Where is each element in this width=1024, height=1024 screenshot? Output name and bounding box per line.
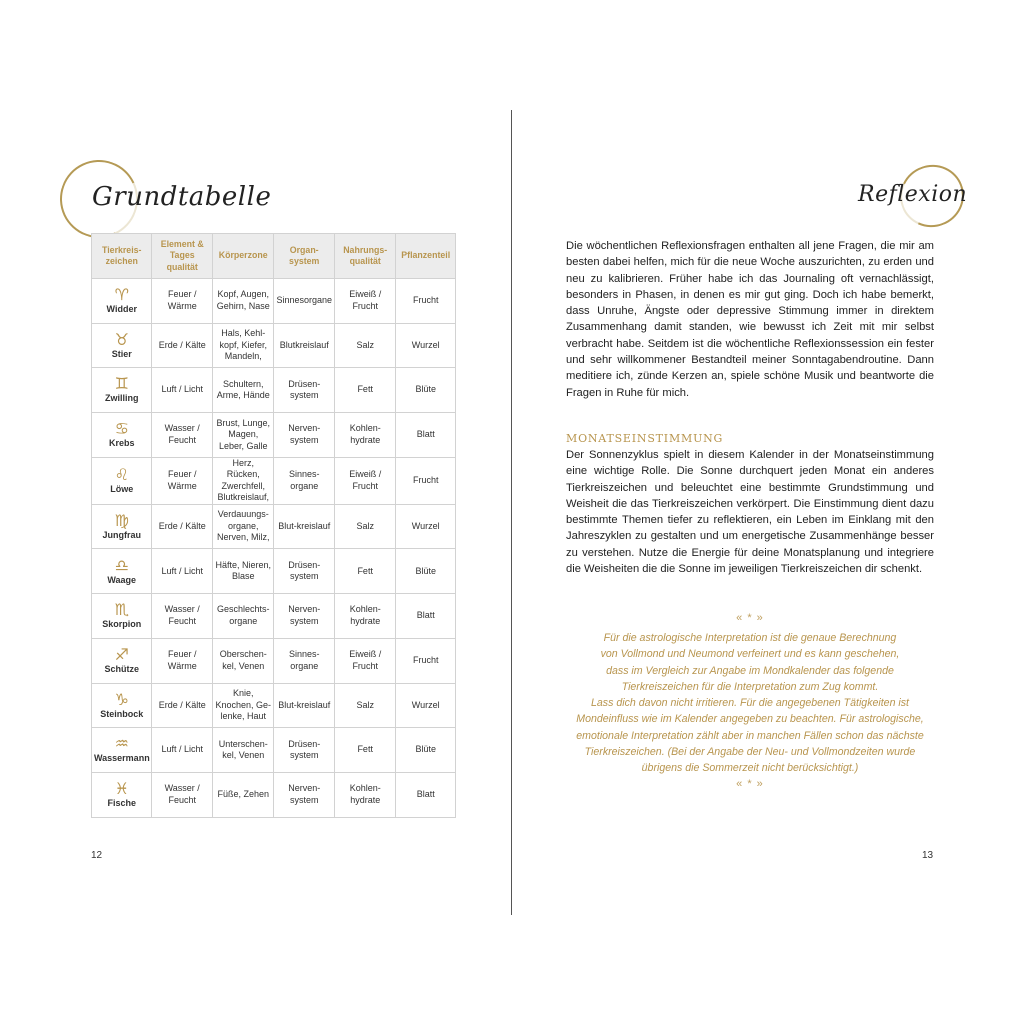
sign-cell [92, 683, 152, 728]
cell-zone: Unterschen-kel, Venen [212, 728, 274, 773]
cell-element: Luft / Licht [152, 728, 212, 773]
cell-organ: Nerven-system [274, 594, 334, 639]
zodiac-table [91, 233, 456, 818]
sign-cell [92, 504, 152, 549]
section-heading: MONATSEINSTIMMUNG [566, 432, 724, 445]
cell-organ: Blut-kreislauf [274, 504, 334, 549]
sign-cell [92, 368, 152, 413]
cell-zone: Kopf, Augen, Gehirn, Nase [212, 279, 274, 324]
zodiac-glyph-icon: ♓ [114, 778, 129, 798]
zodiac-glyph-icon: ♐ [114, 644, 129, 664]
cell-zone: Hals, Kehl-kopf, Kiefer, Mandeln, [212, 323, 274, 368]
quote-ornament-bottom: « * » [736, 778, 764, 790]
cell-plant: Frucht [396, 638, 456, 683]
cell-element: Erde / Kälte [152, 683, 212, 728]
cell-element: Wasser / Feucht [152, 594, 212, 639]
zodiac-glyph-icon: ♉ [114, 329, 129, 349]
cell-food: Salz [334, 504, 396, 549]
intro-paragraph: Die wöchentlichen Reflexionsfragen enthalten all jene Fragen, die mir am besten dabei helfen, mich für die neue Woche auszurichten, zu erden und neu zu kalibrieren. Früher habe ich das Journaling oft vernachlässigt, besonders in Phasen, in denen es mir gut ging. Doch ich habe bemerkt, dass Unruhe, Ängste oder depressive Stimmung immer in direktem Zusammenhang damit standen, wie bewusst ich Zeit mit mir selbst verbracht habe. Seitdem ist die wöchentliche Reflexionssession ein fester und sehr willkommener Bestandteil meiner Sonntagabendroutine. Dann meditiere ich, zünde Kerzen an, spiele schöne Musik und beantworte die Fragen in Ruhe für mich. [566, 240, 934, 399]
cell-zone: Brust, Lunge, Magen, Leber, Galle [212, 413, 274, 458]
header-cell: Tierkreis-zeichen [92, 234, 152, 279]
zodiac-glyph-icon: ♒ [114, 734, 129, 754]
cell-zone: Oberschen-kel, Venen [212, 638, 274, 683]
cell-plant: Frucht [396, 279, 456, 324]
sign-cell [92, 594, 152, 639]
book-spine [511, 110, 512, 915]
cell-plant: Frucht [396, 457, 456, 504]
cell-food: Kohlen-hydrate [334, 772, 396, 817]
quote-line: Tierkreiszeichen. (Bei der Angabe der Neu- und Vollmondzeiten wurde [584, 746, 916, 759]
sign-name: Widder [106, 304, 137, 315]
zodiac-glyph-icon: ♑ [114, 689, 129, 709]
table-row [92, 728, 456, 773]
table-row [92, 772, 456, 817]
sign-name: Waage [107, 574, 137, 585]
page-title-right: Reflexion [858, 182, 968, 207]
table-row [92, 457, 456, 504]
cell-zone: Herz, Rücken, Zwerchfell, Blutkreislauf, [212, 457, 274, 504]
cell-plant: Wurzel [396, 683, 456, 728]
cell-zone: Häfte, Nieren, Blase [212, 549, 274, 594]
section-paragraph: Der Sonnenzyklus spielt in diesem Kalender in der Monatseinstimmung eine wichtige Rolle. Die Sonne durchquert jeden Monat ein anderes Tierkreiszeichen und beleuchtet eine bestimmte Grundstimmung und Weisheit die das Tierkreiszeichen verkörpert. Die Einstimmung dient dazu bestimmte Themen tiefer zu reflektieren, ein Leben im Einklang mit den Jahreszyklen zu gestalten und um energetische Zusammenhänge besser zu verstehen. Nutze die Energie für deine Monatsplanung und integriere die Weisheiten die die Sonne im jeweiligen Tierkreiszeichen dir schenkt. [566, 449, 934, 576]
cell-zone: Knie, Knochen, Ge-lenke, Haut [212, 683, 274, 728]
header-cell: Körperzone [212, 234, 274, 279]
sign-cell [92, 279, 152, 324]
table-row [92, 323, 456, 368]
cell-organ: Drüsen-system [274, 728, 334, 773]
cell-zone: Schultern, Arme, Hände [212, 368, 274, 413]
sign-name: Schütze [104, 663, 139, 674]
header-cell: Element & Tages qualität [152, 234, 212, 279]
sign-name: Wassermann [94, 753, 150, 764]
cell-food: Kohlen-hydrate [334, 413, 396, 458]
cell-organ: Nerven-system [274, 772, 334, 817]
cell-element: Erde / Kälte [152, 323, 212, 368]
page-number-right: 13 [922, 850, 934, 861]
cell-food: Eiweiß / Frucht [334, 279, 396, 324]
sign-cell [92, 772, 152, 817]
sign-cell [92, 457, 152, 504]
sign-name: Krebs [108, 438, 135, 449]
cell-food: Fett [334, 728, 396, 773]
sign-name: Jungfrau [102, 529, 141, 540]
cell-organ: Drüsen-system [274, 368, 334, 413]
cell-plant: Wurzel [396, 323, 456, 368]
sign-cell [92, 549, 152, 594]
sign-cell [92, 413, 152, 458]
zodiac-glyph-icon: ♌ [114, 465, 129, 484]
table-row [92, 638, 456, 683]
header-cell: Organ-system [274, 234, 334, 279]
cell-plant: Blüte [396, 728, 456, 773]
sign-name: Steinbock [100, 708, 144, 719]
table-row [92, 683, 456, 728]
quote-line: dass im Vergleich zur Angabe im Mondkalender das folgende [606, 664, 894, 677]
quote-line: Für die astrologische Interpretation ist die genaue Berechnung [603, 632, 897, 644]
cell-plant: Wurzel [396, 504, 456, 549]
sign-name: Löwe [110, 484, 134, 494]
cell-plant: Blatt [396, 594, 456, 639]
table-row [92, 368, 456, 413]
sign-name: Skorpion [102, 619, 142, 630]
cell-organ: Sinnes-organe [274, 638, 334, 683]
table-row [92, 279, 456, 324]
cell-organ: Drüsen-system [274, 549, 334, 594]
cell-element: Feuer / Wärme [152, 279, 212, 324]
header-cell: Pflanzenteil [396, 234, 456, 279]
header-cell: Nahrungs-qualität [334, 234, 396, 279]
quote-line: von Vollmond und Neumond verfeinert und es kann geschehen, [600, 648, 900, 661]
sign-name: Zwilling [104, 393, 139, 404]
zodiac-glyph-icon: ♊ [114, 374, 129, 394]
cell-food: Salz [334, 323, 396, 368]
cell-element: Feuer / Wärme [152, 457, 212, 504]
cell-plant: Blatt [396, 413, 456, 458]
quote-block [560, 630, 940, 777]
cell-zone: Verdauungs-organe, Nerven, Milz, [212, 504, 274, 549]
quote-line: übrigens die Sommerzeit nicht berücksichtigt.) [641, 762, 859, 775]
quote-line: Lass dich davon nicht irritieren. Für die angegebenen Tätigkeiten ist [591, 697, 909, 710]
zodiac-glyph-icon: ♎ [114, 555, 129, 575]
quote-line: Mondeinfluss wie im Kalender angegeben zu beachten. Für astrologische, [576, 713, 924, 726]
cell-food: Fett [334, 368, 396, 413]
zodiac-glyph-icon: ♏ [114, 600, 129, 620]
table-row [92, 594, 456, 639]
cell-organ: Nerven-system [274, 413, 334, 458]
cell-element: Wasser / Feucht [152, 772, 212, 817]
sign-cell [92, 638, 152, 683]
cell-organ: Blutkreislauf [274, 323, 334, 368]
cell-organ: Sinnesorgane [274, 279, 334, 324]
cell-food: Kohlen-hydrate [334, 594, 396, 639]
cell-food: Fett [334, 549, 396, 594]
cell-element: Luft / Licht [152, 549, 212, 594]
cell-element: Wasser / Feucht [152, 413, 212, 458]
table-header-row [92, 234, 456, 279]
sign-cell [92, 728, 152, 773]
sign-name: Stier [111, 348, 132, 359]
zodiac-glyph-icon: ♋ [114, 419, 129, 439]
cell-food: Eiweiß / Frucht [334, 457, 396, 504]
cell-organ: Sinnes-organe [274, 457, 334, 504]
cell-plant: Blatt [396, 772, 456, 817]
cell-element: Luft / Licht [152, 368, 212, 413]
cell-zone: Geschlechts-organe [212, 594, 274, 639]
sign-name: Fische [107, 797, 136, 808]
cell-zone: Füße, Zehen [212, 772, 274, 817]
table-row [92, 504, 456, 549]
quote-ornament-top: « * » [736, 612, 764, 624]
cell-food: Salz [334, 683, 396, 728]
zodiac-glyph-icon: ♍ [114, 510, 129, 530]
cell-plant: Blüte [396, 368, 456, 413]
quote-line: Tierkreiszeichen für die Interpretation zum Zug kommt. [621, 680, 879, 693]
zodiac-glyph-icon: ♈ [114, 285, 129, 305]
cell-plant: Blüte [396, 549, 456, 594]
cell-element: Erde / Kälte [152, 504, 212, 549]
sign-cell [92, 323, 152, 368]
page-title-left: Grundtabelle [92, 182, 272, 212]
page-number-left: 12 [91, 850, 103, 861]
cell-organ: Blut-kreislauf [274, 683, 334, 728]
cell-food: Eiweiß / Frucht [334, 638, 396, 683]
table-row [92, 413, 456, 458]
quote-line: emotionale Interpretation zählt aber in manchen Fällen schon das nächste [576, 729, 924, 742]
cell-element: Feuer / Wärme [152, 638, 212, 683]
table-row [92, 549, 456, 594]
